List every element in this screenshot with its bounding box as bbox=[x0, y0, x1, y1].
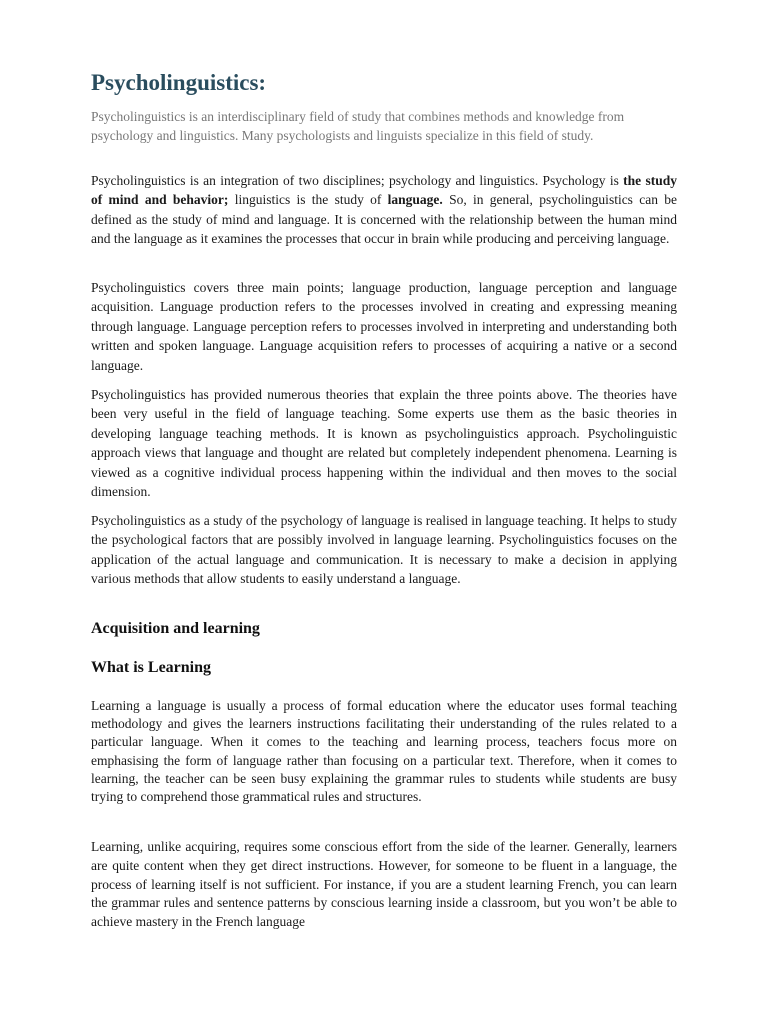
paragraph-learning-definition: Learning a language is usually a process of formal education where the educator uses formal teaching methodology and gives the learners instructions facilitating their understanding of the rules related to a particular language. When it comes to the teaching and learning process, teachers focus more on emphasising the form of language rather than focusing on a particular text. Therefore, when it comes to learning, the teacher can be seen busy explaining the grammar rules to students while students are busy trying to comprehend those grammatical rules and structures. bbox=[91, 698, 677, 805]
bold-phrase-mind-behavior: the study of mind and behavior; bbox=[91, 173, 678, 208]
paragraph-text: linguistics is the study of bbox=[228, 192, 388, 208]
paragraph-definition bbox=[91, 171, 677, 249]
section-heading-learning: What is Learning bbox=[91, 659, 212, 676]
page-title: Psycholinguistics: bbox=[91, 70, 267, 95]
section-heading-acquisition: Acquisition and learning bbox=[91, 620, 260, 637]
bold-word-language: language. bbox=[387, 192, 443, 208]
intro-summary: Psycholinguistics is an interdisciplinary field of study that combines methods and knowledge from psychology and linguistics. Many psychologists and linguists specialize in this field of study. bbox=[91, 109, 625, 143]
paragraph-text: So, in general, psycholinguistics can be defined as the study of mind and language. It is concerned with the relationship between the human mind and the language as it examines the processes that occur in brain while producing and perceiving language. bbox=[91, 192, 677, 247]
paragraph-theories: Psycholinguistics has provided numerous theories that explain the three points above. The theories have been very useful in the field of language teaching. Some experts use them as the basic theories in developing language teaching methods. It is known as psycholinguistics approach. Psycholinguistic approach views that language and thought are related but completely independent phenomena. Learning is viewed as a cognitive individual process happening within the individual and then moves to the social dimension. bbox=[91, 387, 677, 500]
paragraph-three-points: Psycholinguistics covers three main points; language production, language perception and language acquisition. Language production refers to the processes involved in creating and expressing meaning through language. Language perception refers to processes involved in interpreting and understanding both written and spoken language. Language acquisition refers to processes of acquiring a native or a second language. bbox=[91, 280, 677, 373]
paragraph-language-teaching: Psycholinguistics as a study of the psychology of language is realised in language teaching. It helps to study the psychological factors that are possibly involved in language learning. Psycholinguistics focuses on the application of the actual language and communication. It is necessary to make a decision in applying various methods that allow students to easily understand a language. bbox=[91, 513, 677, 587]
paragraph-text: Psycholinguistics is an integration of two disciplines; psychology and linguistics. Psychology is bbox=[91, 173, 624, 188]
paragraph-learning-effort: Learning, unlike acquiring, requires some conscious effort from the side of the learner. Generally, learners are quite content when they get direct instructions. However, for someone to be fluent in a language, the process of learning itself is not sufficient. For instance, if you are a student learning French, you can learn the grammar rules and sentence patterns by conscious learning inside a classroom, but you won’t be able to achieve mastery in the French language bbox=[91, 839, 677, 930]
